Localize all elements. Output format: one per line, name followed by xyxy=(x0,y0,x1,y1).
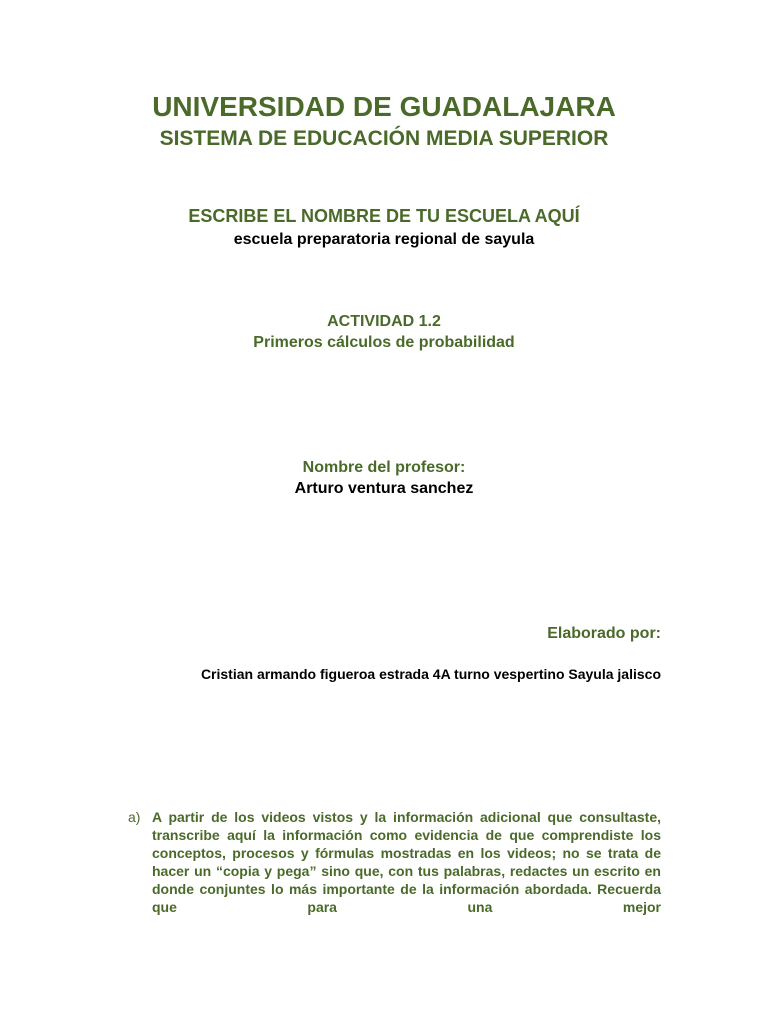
professor-label: Nombre del profesor: xyxy=(302,459,466,476)
author-label: Elaborado por: xyxy=(547,625,661,642)
activity-title: ACTIVIDAD 1.2 xyxy=(327,313,441,330)
school-prompt: ESCRIBE EL NOMBRE DE TU ESCUELA AQUÍ xyxy=(188,206,580,226)
system-subtitle: SISTEMA DE EDUCACIÓN MEDIA SUPERIOR xyxy=(159,127,609,150)
professor-name: Arturo ventura sanchez xyxy=(294,480,474,497)
school-name: escuela preparatoria regional de sayula xyxy=(233,231,535,248)
author-name: Cristian armando figueroa estrada 4A turno vespertino Sayula jalisco xyxy=(200,666,661,682)
list-marker: a) xyxy=(128,809,141,825)
university-title: UNIVERSIDAD DE GUADALAJARA xyxy=(152,91,616,122)
instruction-text: A partir de los videos vistos y la información adicional que consultaste, transcribe aquí la información como evidencia de que comprendiste los conceptos, procesos y fórmulas mostradas en los videos; no se trata de hacer un “copia y pega” sino que, con tus palabras, redactes un escrito en donde conjuntes lo más importante de la información abordada. Recuerda que para una mejor xyxy=(152,809,661,915)
activity-subtitle: Primeros cálculos de probabilidad xyxy=(253,334,515,351)
